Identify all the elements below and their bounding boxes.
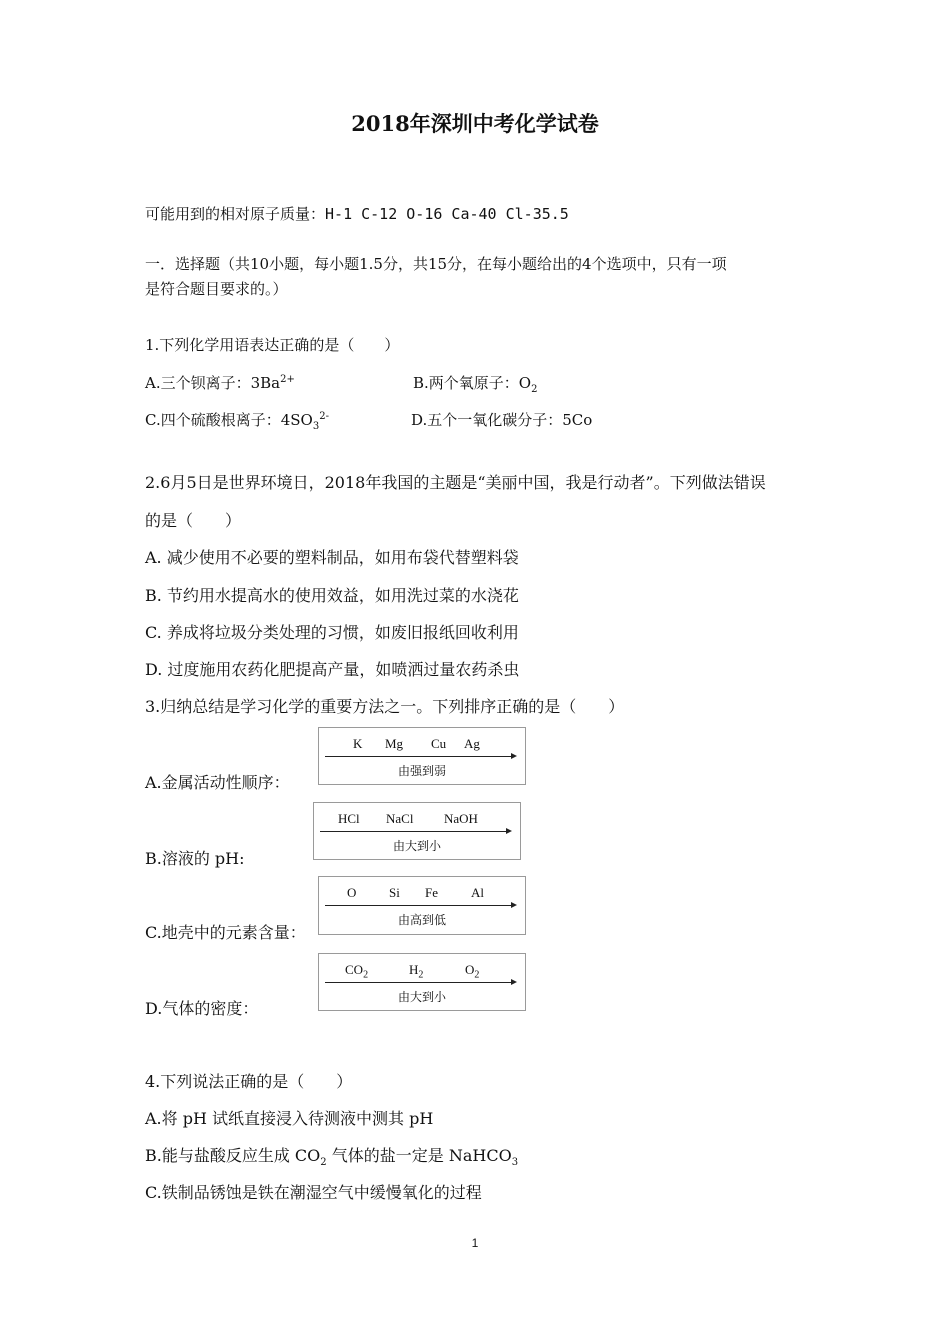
q3-option-a-label: A.金属活动性顺序：: [145, 773, 290, 792]
q3-d-item: $O_2$: [465, 962, 480, 981]
q1-stem: 1.下列化学用语表达正确的是（ ）: [145, 336, 400, 354]
q1-option-c-charge: 2-: [319, 411, 329, 422]
page-title: 2018年深圳中考化学试卷: [351, 111, 599, 136]
q4-option-b-sub2: 3: [511, 1157, 519, 1169]
q1-option-c: [145, 409, 329, 432]
arrow-right-icon: [320, 831, 510, 832]
q3-a-item: K: [353, 736, 363, 751]
q2-option-d: D. 过度施用农药化肥提高产量，如喷洒过量农药杀虫: [145, 660, 520, 679]
q3-b-item: NaOH: [444, 811, 478, 826]
q4-option-b-part1: B.能与盐酸反应生成 CO: [145, 1146, 321, 1165]
q4-option-a: A.将 pH 试纸直接浸入待测液中测其 pH: [145, 1109, 434, 1128]
q2-stem-line2: 的是（ ）: [145, 511, 242, 530]
q1-option-b-text: B.两个氧原子：O: [413, 374, 532, 392]
q3-c-item: Al: [471, 885, 484, 900]
section-instructions-line1: 一．选择题（共10小题，每小题1.5分，共15分，在每小题给出的4个选项中，只有一项: [145, 255, 727, 273]
q3-a-item: Ag: [464, 736, 480, 751]
q3-c-item: O: [347, 885, 357, 900]
q3-c-item: Si: [389, 885, 400, 900]
q3-d-caption: 由大到小: [397, 990, 446, 1004]
q1-option-c-subscript: 3: [312, 421, 320, 432]
q1-option-d: D.五个一氧化碳分子：5Co: [411, 411, 593, 429]
q3-b-item: NaCl: [386, 811, 414, 826]
q3-c-item: Fe: [425, 885, 438, 900]
q1-option-b-subscript: 2: [531, 384, 538, 395]
q1-option-a-text: A.三个钡离子：3Ba: [145, 374, 281, 392]
q2-option-b: B. 节约用水提高水的使用效益，如用洗过菜的水浇花: [145, 586, 519, 605]
q3-option-a-diagram: [318, 727, 526, 785]
section-instructions-line2: 是符合题目要求的。）: [145, 280, 288, 298]
q3-b-item: HCl: [338, 811, 360, 826]
page-number: 1: [471, 1236, 479, 1250]
q3-c-caption: 由高到低: [397, 913, 446, 927]
q3-option-b-diagram: [313, 802, 521, 860]
q1-option-a-charge: 2+: [280, 374, 295, 385]
q3-d-item: $CO_2$: [345, 962, 369, 981]
q3-option-b-label: B.溶液的 pH:: [145, 849, 245, 868]
arrow-right-icon: [325, 905, 515, 906]
q1-option-b: [413, 372, 537, 395]
q3-option-d-diagram: [318, 953, 526, 1011]
q3-a-item: Cu: [431, 736, 447, 751]
atomic-mass-line: 可能用到的相对原子质量：H-1 C-12 O-16 Ca-40 Cl-35.5: [145, 205, 569, 223]
q3-a-caption: 由强到弱: [397, 764, 446, 778]
q3-b-caption: 由大到小: [392, 839, 441, 853]
q1-option-a: [145, 372, 295, 393]
q2-option-c: C. 养成将垃圾分类处理的习惯，如废旧报纸回收利用: [145, 623, 519, 642]
arrow-right-icon: [325, 982, 515, 983]
q3-stem: 3.归纳总结是学习化学的重要方法之一。下列排序正确的是（ ）: [145, 697, 625, 716]
q3-a-item: Mg: [385, 736, 404, 751]
q4-stem: 4.下列说法正确的是（ ）: [145, 1072, 353, 1091]
q3-option-d-label: D.气体的密度：: [145, 999, 259, 1018]
q3-option-c-label: C.地壳中的元素含量：: [145, 923, 306, 942]
q4-option-c: C.铁制品锈蚀是铁在潮湿空气中缓慢氧化的过程: [145, 1183, 482, 1202]
arrow-right-icon: [325, 756, 515, 757]
q1-option-c-text: C.四个硫酸根离子：4SO: [145, 411, 313, 429]
q4-option-b-sub1: 2: [320, 1157, 327, 1169]
q3-option-c-diagram: [318, 876, 526, 935]
q4-option-b-part2: 气体的盐一定是 NaHCO: [326, 1146, 512, 1165]
q3-d-item: $H_2$: [409, 962, 424, 981]
q4-option-b: [145, 1143, 518, 1168]
q2-option-a: A. 减少使用不必要的塑料制品，如用布袋代替塑料袋: [145, 548, 519, 567]
q2-stem-line1: 2.6月5日是世界环境日，2018年我国的主题是“美丽中国，我是行动者”。下列做法错误: [145, 473, 766, 492]
